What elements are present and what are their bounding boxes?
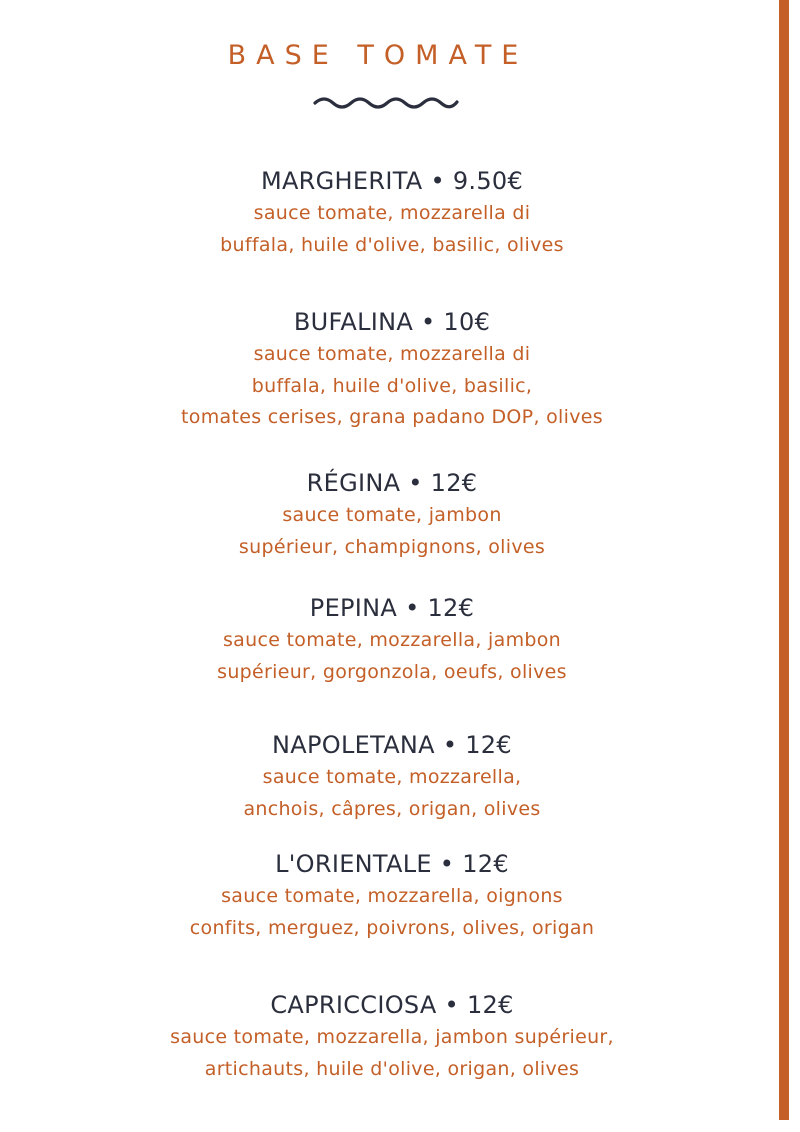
menu-item-description	[0, 1022, 784, 1085]
menu-item-description	[0, 762, 784, 825]
description-line: sauce tomate, jambon	[282, 504, 502, 526]
description-line: sauce tomate, mozzarella, jambon	[222, 629, 562, 651]
description-line: anchois, câpres, origan, olives	[243, 797, 541, 820]
menu-item-title: BUFALINA • 10€	[293, 308, 491, 336]
menu-item-capricciosa	[0, 990, 784, 1085]
description-line: artichauts, huile d'olive, origan, olives	[204, 1057, 580, 1080]
menu-item-title: L'ORIENTALE • 12€	[275, 850, 509, 878]
description-line: tomates cerises, grana padano DOP, olives	[181, 406, 603, 428]
menu-item-title: MARGHERITA • 9.50€	[260, 167, 524, 195]
description-line: supérieur, champignons, olives	[238, 535, 546, 558]
menu-item-description	[0, 198, 784, 261]
section-title: BASE TOMATE	[227, 40, 529, 71]
description-line: sauce tomate, mozzarella di	[253, 202, 531, 224]
menu-item-title: RÉGINA • 12€	[306, 469, 478, 497]
description-line: confits, merguez, poivrons, olives, origan	[189, 916, 595, 939]
menu-item-description	[0, 881, 784, 944]
menu-item-title: NAPOLETANA • 12€	[272, 731, 512, 759]
description-line: buffala, huile d'olive, basilic,	[251, 374, 533, 397]
description-line: sauce tomate, mozzarella, jambon supérieur,	[170, 1026, 614, 1048]
menu-item-title: PEPINA • 12€	[309, 594, 475, 622]
description-line: sauce tomate, mozzarella,	[262, 766, 522, 788]
menu-item-regina	[0, 468, 784, 563]
menu-item-description	[0, 625, 784, 688]
menu-item-title: CAPRICCIOSA • 12€	[270, 991, 514, 1019]
description-line: supérieur, gorgonzola, oeufs, olives	[217, 660, 567, 683]
menu-item-bufalina	[0, 307, 784, 434]
menu-item-margherita	[0, 166, 784, 261]
menu-item-description	[0, 500, 784, 563]
description-line: buffala, huile d'olive, basilic, olives	[220, 233, 564, 256]
menu-item-orientale	[0, 849, 784, 944]
menu-item-napoletana	[0, 730, 784, 825]
description-line: sauce tomate, mozzarella, oignons	[221, 885, 563, 907]
menu-item-pepina	[0, 593, 784, 688]
wave-divider-icon	[313, 93, 459, 113]
menu-item-description	[0, 339, 784, 434]
description-line: sauce tomate, mozzarella di	[253, 343, 531, 365]
